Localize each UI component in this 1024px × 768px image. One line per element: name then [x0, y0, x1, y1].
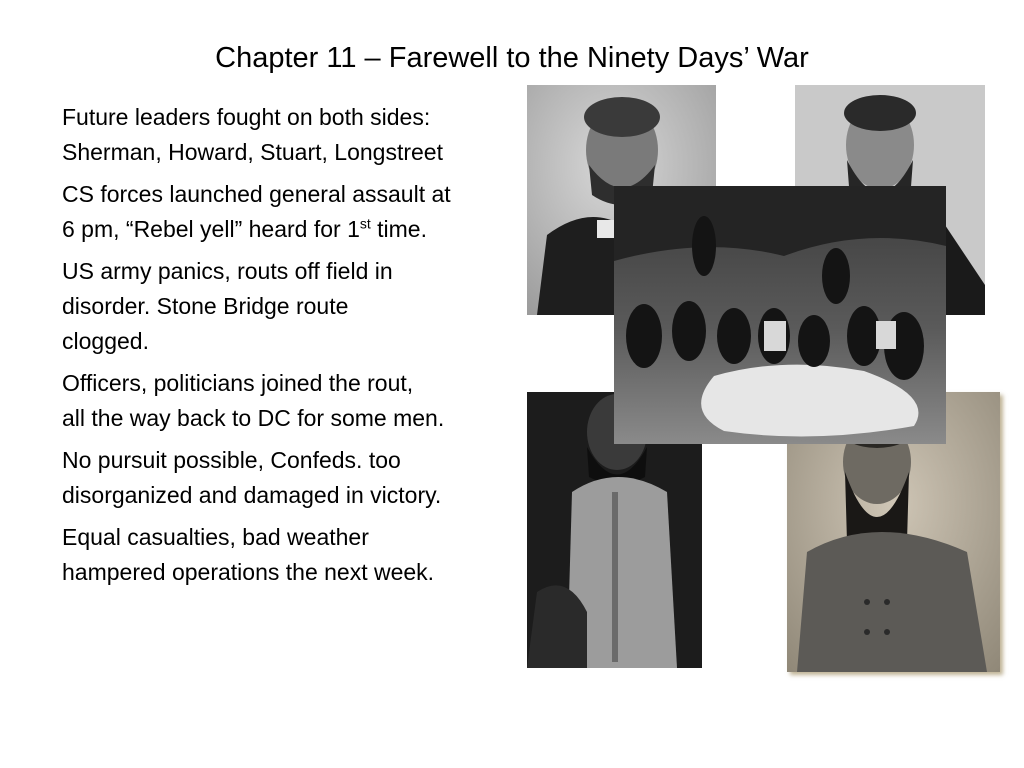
paragraph-pursuit	[62, 443, 522, 513]
text-line: clogged.	[62, 328, 149, 354]
paragraph-panic	[62, 254, 522, 359]
text-line: CS forces launched general assault at	[62, 181, 451, 207]
paragraph-leaders	[62, 100, 522, 170]
text-line: Officers, politicians joined the rout,	[62, 370, 414, 396]
text-line: Sherman, Howard, Stuart, Longstreet	[62, 139, 443, 165]
text-line: disorganized and damaged in victory.	[62, 482, 442, 508]
text-line: No pursuit possible, Confeds. too	[62, 447, 401, 473]
text-line: all the way back to DC for some men.	[62, 405, 445, 431]
text-line: Future leaders fought on both sides:	[62, 104, 431, 130]
text-line: hampered operations the next week.	[62, 559, 435, 585]
slide-body	[62, 100, 522, 597]
text-line: US army panics, routs off field in	[62, 258, 393, 284]
paragraph-assault	[62, 177, 522, 247]
paragraph-casualties	[62, 520, 522, 590]
text-line: disorder. Stone Bridge route	[62, 293, 349, 319]
text-line: time.	[370, 216, 427, 242]
text-line: 6 pm, “Rebel yell” heard for 1	[62, 216, 360, 242]
slide-title: Chapter 11 – Farewell to the Ninety Days’ War	[215, 42, 809, 74]
text-line: Equal casualties, bad weather	[62, 524, 369, 550]
paragraph-rout	[62, 366, 522, 436]
picnic-group-photo	[614, 186, 946, 444]
superscript-st: st	[359, 215, 371, 232]
